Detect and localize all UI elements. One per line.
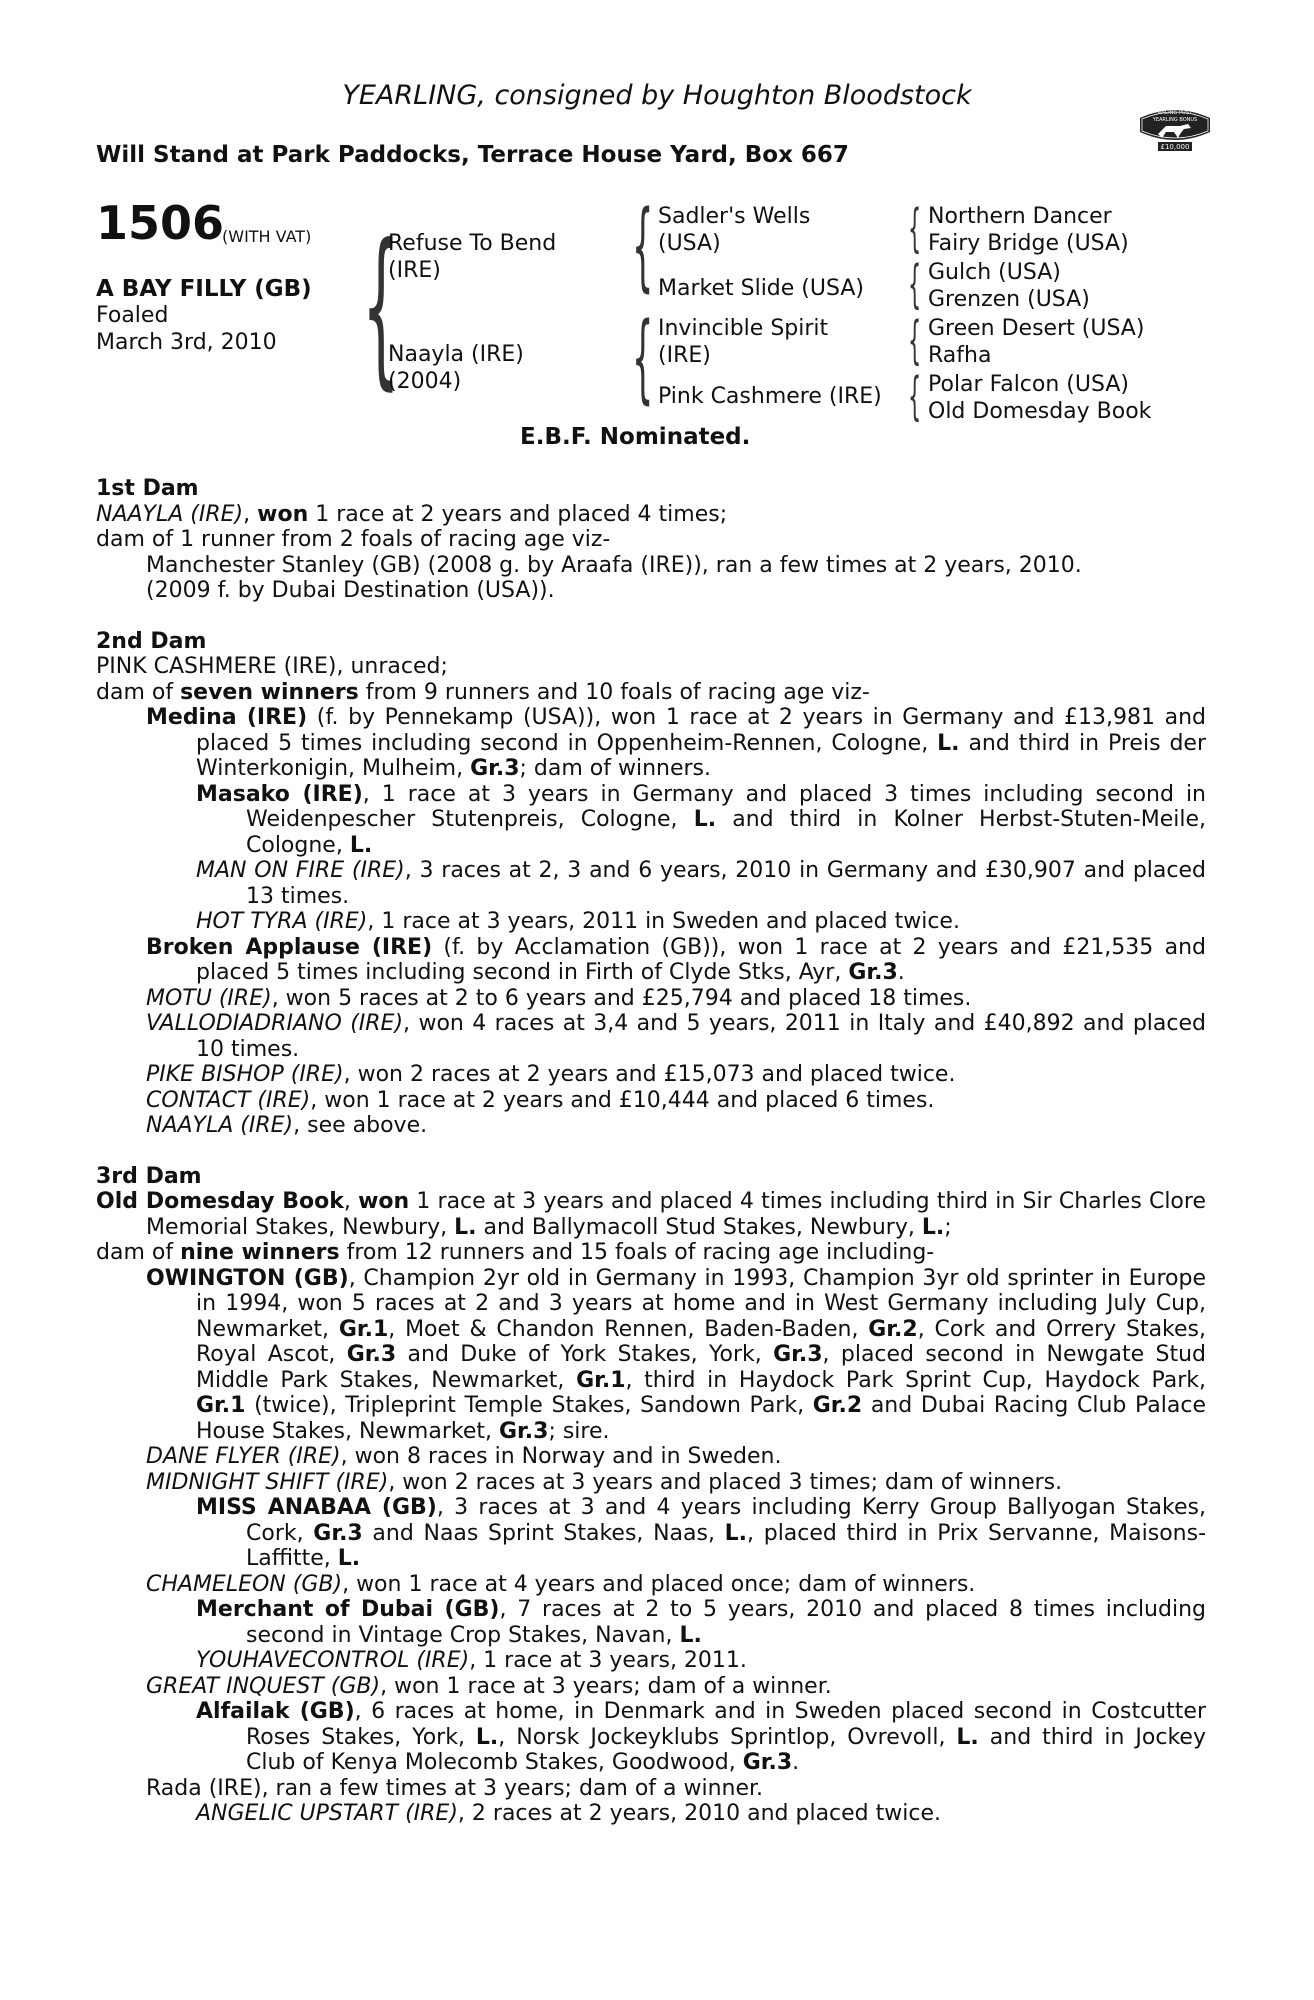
entry-naayla: NAAYLA (IRE), see above. [146, 1113, 428, 1138]
pedigree-sire: Refuse To Bend (IRE) [388, 231, 557, 283]
pedigree-g3-2: Gulch (USA) Grenzen (USA) [928, 260, 1090, 312]
entry-chameleon: CHAMELEON (GB), won 1 race at 4 years and placed once; dam of winners. [146, 1571, 976, 1597]
entry-vallodiadriano: VALLODIADRIANO (IRE), won 4 races at 3,4 and 5 years, 2011 in Italy and £40,892 and placed 10 times. [146, 1011, 1206, 1062]
lot-name: A BAY FILLY (GB) [96, 276, 312, 302]
lot-vat: (WITH VAT) [222, 227, 312, 246]
entry-man-on-fire: MAN ON FIRE (IRE), 3 races at 2, 3 and 6 years, 2010 in Germany and £30,907 and placed 13 times. [196, 858, 1206, 909]
entry-great-inquest: GREAT INQUEST (GB), won 1 race at 3 years; dam of a winner. [146, 1673, 832, 1699]
svg-text:RACING POST: RACING POST [1158, 110, 1192, 116]
pedigree-dam: Naayla (IRE) (2004) [388, 342, 524, 394]
third-dam-heading: 3rd Dam [96, 1163, 202, 1189]
entry-masako: Masako (IRE), 1 race at 3 years in Germany and placed 3 times including second in Weidenpescher Stutenpreis, Cologne, L. and third in Kolner Herbst-Stuten-Meile, Cologne, L. [196, 781, 1206, 858]
pedigree-brace-sire: { [632, 190, 654, 302]
produce-manchester-stanley: Manchester Stanley (GB) (2008 g. by Araafa (IRE)), ran a few times at 2 years, 2010. [146, 552, 1082, 578]
stand-location: Will Stand at Park Paddocks, Terrace House Yard, Box 667 [96, 142, 849, 168]
foaled-label: Foaled [96, 303, 169, 328]
brace-g3-4: { [908, 367, 922, 427]
first-dam-line: NAAYLA (IRE), won 1 race at 2 years and placed 4 times; [96, 501, 728, 527]
pedigree-g3-3: Green Desert (USA) Rafha [928, 316, 1145, 368]
pedigree-sire-dam: Market Slide (USA) [658, 276, 864, 301]
svg-text:YEARLING BONUS: YEARLING BONUS [1152, 117, 1198, 123]
entry-youhavecontrol: YOUHAVECONTROL (IRE), 1 race at 3 years, 2011. [196, 1648, 747, 1673]
yearling-bonus-badge [1136, 98, 1214, 158]
foaled-info [96, 302, 277, 356]
entry-dane-flyer: DANE FLYER (IRE), won 8 races in Norway and in Sweden. [146, 1444, 782, 1469]
entry-owington: OWINGTON (GB), Champion 2yr old in Germany in 1993, Champion 3yr old sprinter in Europe in 1994, won 5 races at 2 and 3 years at home and in West Germany including July Cup, Newmarket, Gr.1, Moet & Chandon Rennen, Baden-Baden, Gr.2, Cork and Orrery Stakes, Royal Ascot, Gr.3 and Duke of York Stakes, York, Gr.3, placed second in Newgate Stud Middle Park Stakes, Newmarket, Gr.1, third in Haydock Park Sprint Cup, Haydock Park, Gr.1 (twice), Tripleprint Temple Stakes, Sandown Park, Gr.2 and Dubai Racing Club Palace House Stakes, Newmarket, Gr.3; sire. [146, 1265, 1207, 1444]
second-dam-produce: dam of seven winners from 9 runners and 10 foals of racing age viz- [96, 679, 870, 705]
pedigree-dam-dam: Pink Cashmere (IRE) [658, 384, 882, 409]
pedigree-sire-sire: Sadler's Wells (USA) [658, 204, 811, 256]
first-dam-heading: 1st Dam [96, 476, 199, 501]
entry-angelic-upstart: ANGELIC UPSTART (IRE), 2 races at 2 years, 2010 and placed twice. [196, 1801, 941, 1826]
entry-alfailak: Alfailak (GB), 6 races at home, in Denmark and in Sweden placed second in Costcutter Roses Stakes, York, L., Norsk Jockeyklubs Sprintlop, Ovrevoll, L. and third in Jockey Club of Kenya Molecomb Stakes, Goodwood, Gr.3. [196, 1699, 1207, 1775]
svg-text:£10,000: £10,000 [1160, 143, 1190, 151]
entry-broken-applause: Broken Applause (IRE) (f. by Acclamation (GB)), won 1 race at 2 years and £21,535 and placed 5 times including second in Firth of Clyde Stks, Ayr, Gr.3. [146, 934, 1206, 985]
produce-2009-filly: (2009 f. by Dubai Destination (USA)). [146, 578, 555, 603]
page-header: YEARLING, consigned by Houghton Bloodstock [342, 80, 972, 111]
entry-rada: Rada (IRE), ran a few times at 3 years; dam of a winner. [146, 1775, 764, 1801]
entry-midnight-shift: MIDNIGHT SHIFT (IRE), won 2 races at 3 years and placed 3 times; dam of winners. [146, 1469, 1063, 1495]
entry-contact: CONTACT (IRE), won 1 race at 2 years and £10,444 and placed 6 times. [146, 1087, 935, 1113]
second-dam-line: PINK CASHMERE (IRE), unraced; [96, 654, 448, 679]
pedigree-g3-1: Northern Dancer Fairy Bridge (USA) [928, 204, 1129, 256]
foaled-date: March 3rd, 2010 [96, 330, 277, 355]
second-dam-heading: 2nd Dam [96, 628, 207, 654]
entry-miss-anabaa: MISS ANABAA (GB), 3 races at 3 and 4 years including Kerry Group Ballyogan Stakes, Cork, Gr.3 and Naas Sprint Stakes, Naas, L., placed third in Prix Servanne, Maisons-Laffitte, L. [196, 1495, 1207, 1571]
ebf-nominated: E.B.F. Nominated. [520, 424, 751, 450]
brace-g3-1: { [908, 199, 922, 259]
lot-number: 1506 [96, 196, 225, 250]
entry-motu: MOTU (IRE), won 5 races at 2 to 6 years and £25,794 and placed 18 times. [146, 985, 972, 1011]
entry-pike-bishop: PIKE BISHOP (IRE), won 2 races at 2 years and £15,073 and placed twice. [146, 1062, 956, 1087]
third-dam-produce: dam of nine winners from 12 runners and 15 foals of racing age including- [96, 1240, 935, 1265]
pedigree-dam-sire: Invincible Spirit (IRE) [658, 316, 829, 368]
third-dam-line: Old Domesday Book, won 1 race at 3 years and placed 4 times including third in Sir Charles Clore Memorial Stakes, Newbury, L. and Ballymacoll Stud Stakes, Newbury, L.; [96, 1189, 1206, 1240]
entry-medina: Medina (IRE) (f. by Pennekamp (USA)), won 1 race at 2 years in Germany and £13,981 and placed 5 times including second in Oppenheim-Rennen, Cologne, L. and third in Preis der Winterkonigin, Mulheim, Gr.3; dam of winners. [146, 705, 1207, 781]
pedigree-brace-dam: { [632, 302, 654, 414]
brace-g3-3: { [908, 311, 922, 371]
pedigree-brace-main: { [362, 208, 400, 406]
catalogue-body [96, 476, 1206, 1827]
first-dam-produce: dam of 1 runner from 2 foals of racing age viz- [96, 527, 611, 552]
pedigree-g3-4: Polar Falcon (USA) Old Domesday Book [928, 372, 1152, 424]
brace-g3-2: { [908, 255, 922, 315]
entry-hot-tyra: HOT TYRA (IRE), 1 race at 3 years, 2011 in Sweden and placed twice. [196, 909, 960, 934]
entry-merchant-of-dubai: Merchant of Dubai (GB), 7 races at 2 to 5 years, 2010 and placed 8 times including second in Vintage Crop Stakes, Navan, L. [196, 1597, 1206, 1648]
